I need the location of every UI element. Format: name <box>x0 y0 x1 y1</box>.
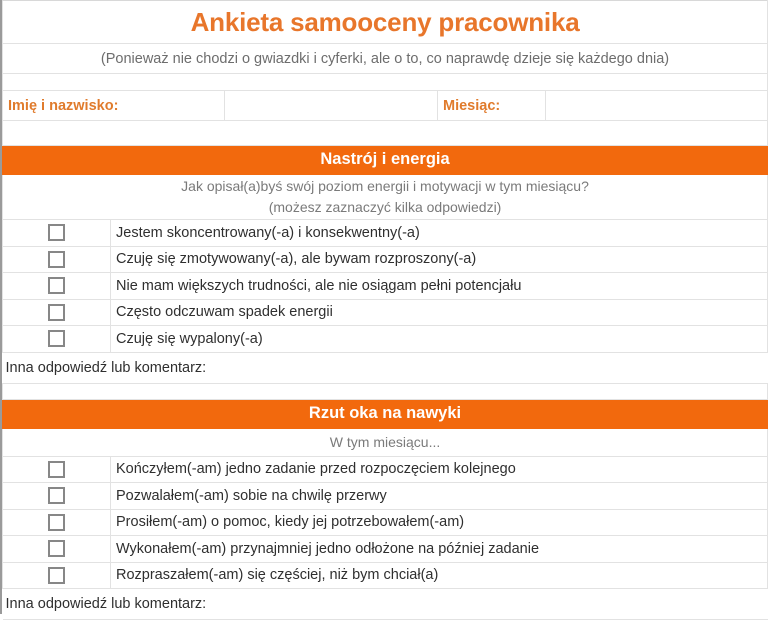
option-row[interactable] <box>3 220 768 247</box>
option-label: Prosiłem(-am) o pomoc, kiedy jej potrzebowałem(-am) <box>111 509 768 536</box>
option-label: Nie mam większych trudności, ale nie osiągam pełni potencjału <box>111 273 768 300</box>
month-input[interactable] <box>546 91 768 121</box>
option-row[interactable] <box>3 536 768 563</box>
comment-label: Inna odpowiedź lub komentarz: <box>3 589 768 620</box>
option-row[interactable] <box>3 273 768 300</box>
prompt-line-2: (możesz zaznaczyć kilka odpowiedzi) <box>268 199 502 215</box>
option-row[interactable] <box>3 299 768 326</box>
form-table <box>2 0 768 620</box>
option-label: Pozwalałem(-am) sobie na chwilę przerwy <box>111 483 768 510</box>
option-label: Jestem skoncentrowany(-a) i konsekwentny(-a) <box>111 220 768 247</box>
checkbox-icon[interactable] <box>48 567 65 584</box>
checkbox-cell[interactable] <box>3 456 111 483</box>
checkbox-cell[interactable] <box>3 220 111 247</box>
month-label: Miesiąc: <box>438 91 546 121</box>
option-label: Wykonałem(-am) przynajmniej jedno odłożone na później zadanie <box>111 536 768 563</box>
checkbox-cell[interactable] <box>3 536 111 563</box>
name-label: Imię i nazwisko: <box>3 91 225 121</box>
option-row[interactable] <box>3 326 768 353</box>
spacer-cell <box>3 121 768 146</box>
checkbox-icon[interactable] <box>48 251 65 268</box>
option-label: Rozpraszałem(-am) się częściej, niż bym chciał(a) <box>111 562 768 589</box>
section-header-mood <box>3 146 768 175</box>
comment-input-row[interactable] <box>3 383 768 399</box>
option-label: Czuję się zmotywowany(-a), ale bywam rozproszony(-a) <box>111 246 768 273</box>
page-title-cell <box>3 1 768 44</box>
checkbox-icon[interactable] <box>48 330 65 347</box>
page-title: Ankieta samooceny pracownika <box>190 6 580 37</box>
section-heading: Nastrój i energia <box>320 150 450 168</box>
subtitle-cell <box>3 44 768 74</box>
checkbox-icon[interactable] <box>48 304 65 321</box>
checkbox-icon[interactable] <box>48 487 65 504</box>
prompt-line-1: W tym miesiącu... <box>329 433 441 450</box>
meta-row <box>3 91 768 121</box>
checkbox-cell[interactable] <box>3 246 111 273</box>
section-prompt-mood <box>3 175 768 220</box>
spacer-row-top <box>3 74 768 91</box>
checkbox-icon[interactable] <box>48 224 65 241</box>
checkbox-icon[interactable] <box>48 514 65 531</box>
option-label: Kończyłem(-am) jedno zadanie przed rozpoczęciem kolejnego <box>111 456 768 483</box>
checkbox-cell[interactable] <box>3 326 111 353</box>
checkbox-cell[interactable] <box>3 509 111 536</box>
comment-label-row <box>3 589 768 620</box>
prompt-line-1: Jak opisał(a)byś swój poziom energii i motywacji w tym miesiącu? <box>181 178 589 194</box>
section-header-cell <box>3 399 768 428</box>
section-heading: Rzut oka na nawyki <box>308 403 462 422</box>
name-input[interactable] <box>225 91 438 121</box>
checkbox-icon[interactable] <box>48 277 65 294</box>
checkbox-cell[interactable] <box>3 562 111 589</box>
option-row[interactable] <box>3 456 768 483</box>
option-row[interactable] <box>3 562 768 589</box>
option-label: Czuję się wypalony(-a) <box>111 326 768 353</box>
checkbox-icon[interactable] <box>48 540 65 557</box>
comment-label: Inna odpowiedź lub komentarz: <box>3 352 768 383</box>
option-row[interactable] <box>3 246 768 273</box>
section-header-habits <box>3 399 768 428</box>
checkbox-cell[interactable] <box>3 299 111 326</box>
spacer-cell <box>3 74 768 91</box>
section-prompt-habits <box>3 428 768 456</box>
checkbox-cell[interactable] <box>3 273 111 300</box>
subtitle-row <box>3 44 768 74</box>
page-subtitle: (Ponieważ nie chodzi o gwiazdki i cyferki, ale o to, co naprawdę dzieje się każdego dnia) <box>100 50 670 67</box>
spacer-row-meta <box>3 121 768 146</box>
prompt-cell <box>3 428 768 456</box>
comment-input[interactable] <box>3 383 768 399</box>
option-label: Często odczuwam spadek energii <box>111 299 768 326</box>
option-row[interactable] <box>3 509 768 536</box>
prompt-cell <box>3 175 768 220</box>
title-row <box>3 1 768 44</box>
checkbox-icon[interactable] <box>48 461 65 478</box>
option-row[interactable] <box>3 483 768 510</box>
checkbox-cell[interactable] <box>3 483 111 510</box>
comment-label-row <box>3 352 768 383</box>
section-header-cell <box>3 146 768 175</box>
